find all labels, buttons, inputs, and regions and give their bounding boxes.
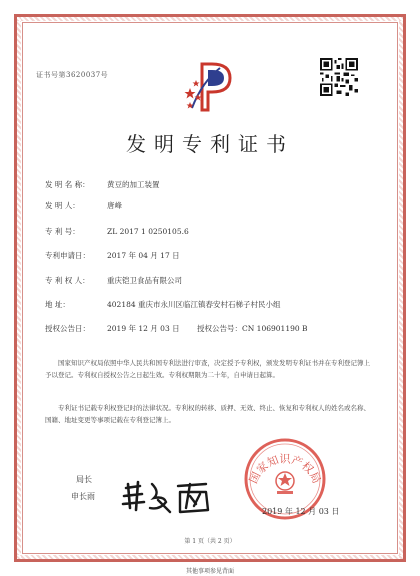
- seal-date: 2019 年 12 月 03 日: [262, 507, 340, 516]
- field-value: 重庆铠卫食品有限公司: [107, 276, 182, 285]
- field-label: 授权公告日：: [45, 324, 90, 333]
- certificate-number: 证书号第3620037号: [36, 71, 109, 79]
- field-label: 发 明 名 称：: [45, 180, 90, 189]
- field-label: 专 利 号：: [45, 227, 80, 236]
- field-value: 2019 年 12 月 03 日: [107, 324, 180, 333]
- field-grant-date: [45, 323, 308, 334]
- statement-paragraph-2: 专利证书记载专利权登记时的法律状况。专利权的转移、质押、无效、终止、恢复和专利权人的姓名或名称、国籍、地址变更等事项记载在专利登记簿上。: [45, 404, 370, 424]
- page-number: 第 1 页（共 2 页）: [184, 538, 236, 545]
- footer-note: 其他事项参见背面: [185, 568, 234, 575]
- field-value: 402184 重庆市永川区临江镇春安村石梯子村民小组: [107, 300, 281, 309]
- field-patent-number: [45, 226, 189, 237]
- field-value: CN 106901190 B: [242, 324, 308, 333]
- field-invention-name: [45, 179, 160, 190]
- field-patentee: [45, 275, 182, 286]
- field-address: [45, 299, 281, 310]
- field-label: 授权公告号：: [197, 324, 242, 333]
- field-inventor: [45, 200, 122, 211]
- statement-paragraph-1: 国家知识产权局依照中华人民共和国专利法进行审查，决定授予专利权，颁发发明专利证书并在专利登记簿上予以登记。专利权自授权公告之日起生效。专利权期限为二十年，自申请日起算。: [45, 359, 370, 379]
- field-label: 地 址：: [45, 300, 70, 309]
- field-value: 黄豆的加工装置: [107, 180, 160, 189]
- field-label: 专 利 权 人：: [45, 276, 90, 285]
- qr-code: [320, 58, 358, 96]
- field-value: 唐峰: [107, 201, 122, 210]
- field-application-date: [45, 250, 180, 261]
- director-title: 局长: [76, 475, 92, 484]
- patent-office-logo: [180, 58, 240, 114]
- director-name: 申长雨: [71, 492, 95, 501]
- certificate-title: 发明专利证书: [126, 132, 294, 156]
- seal-text: 国家知识产权局: [246, 452, 324, 486]
- field-value: ZL 2017 1 0250105.6: [107, 227, 189, 236]
- field-label: 发 明 人：: [45, 201, 80, 210]
- handwritten-signature: [120, 478, 215, 518]
- field-value: 2017 年 04 月 17 日: [107, 251, 180, 260]
- field-label: 专利申请日：: [45, 251, 90, 260]
